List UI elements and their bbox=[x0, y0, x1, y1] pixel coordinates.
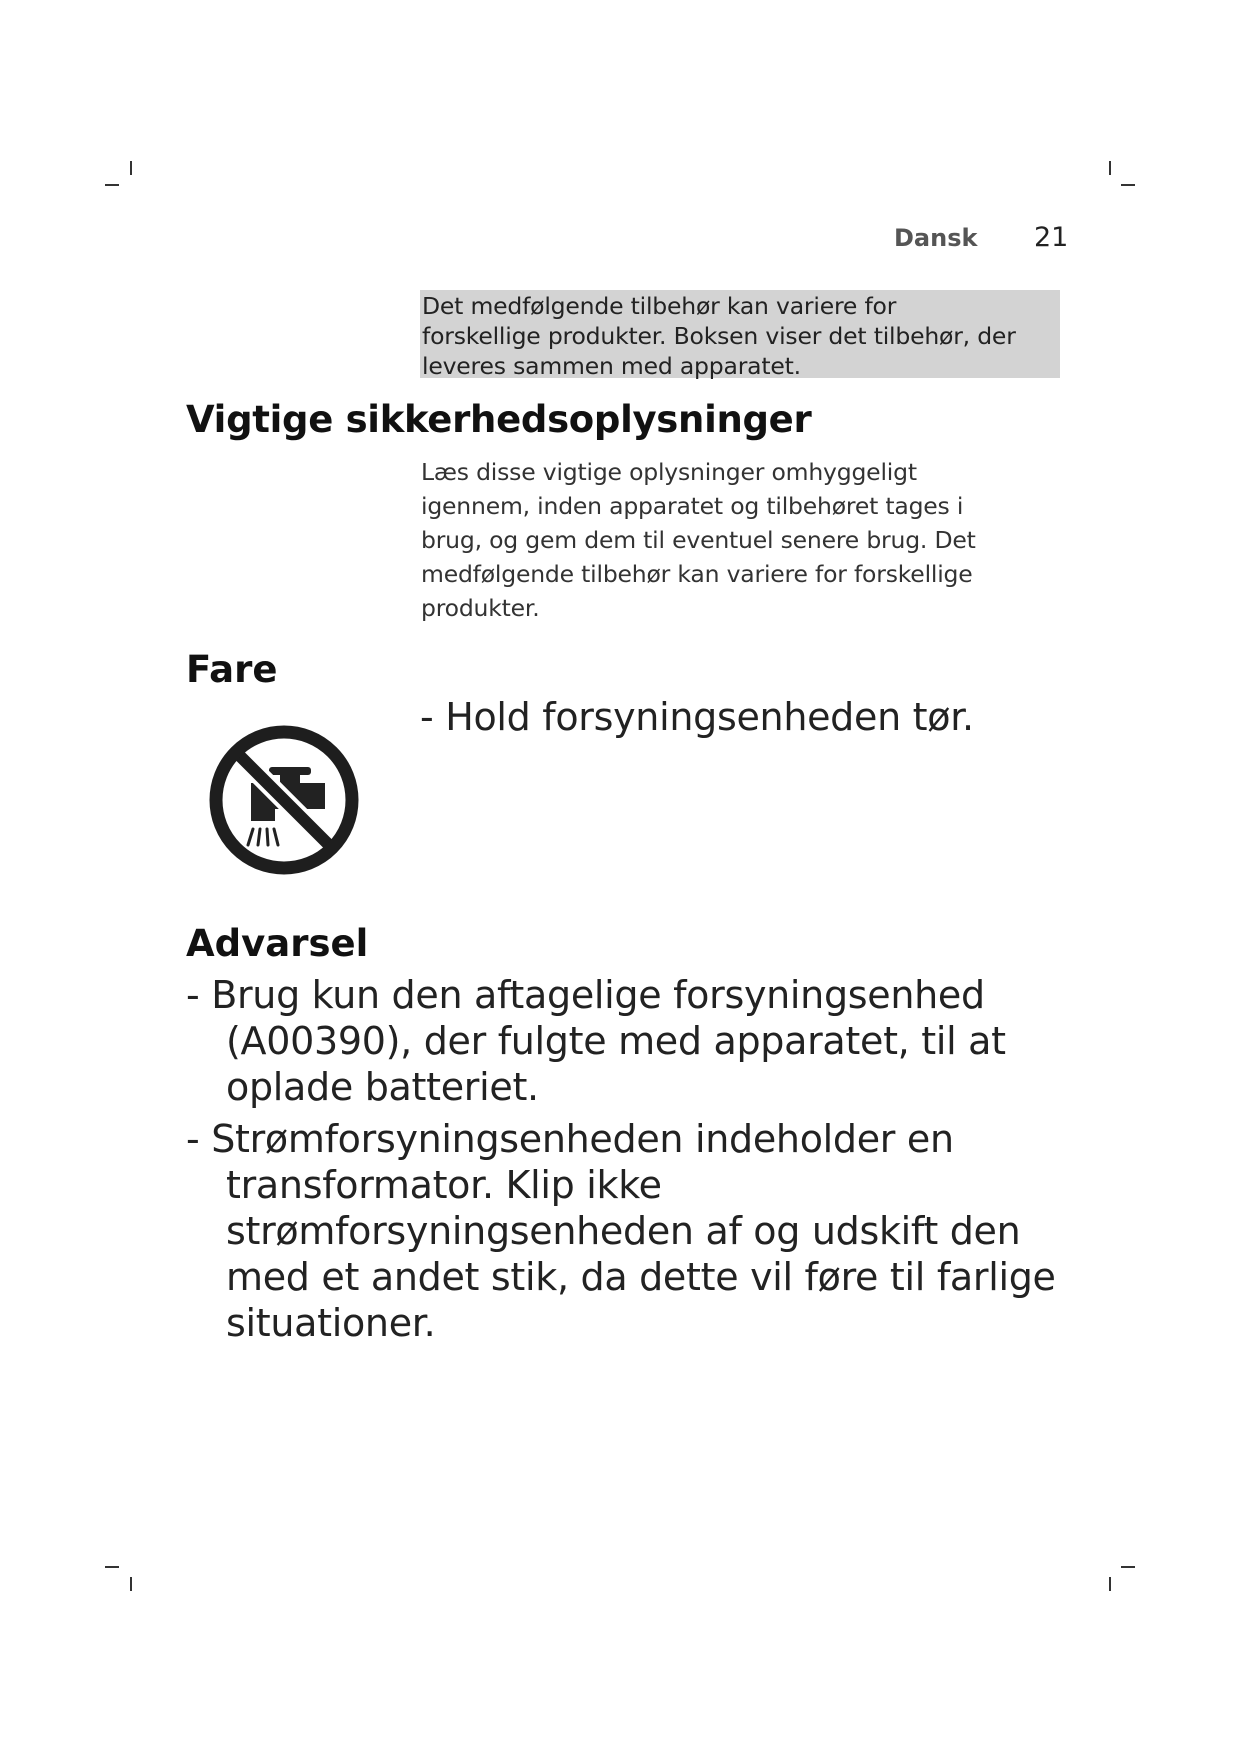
page-number: 21 bbox=[1034, 222, 1069, 253]
warning-item bbox=[186, 1116, 1086, 1346]
warning-item-line: strømforsyningsenheden af og udskift den bbox=[226, 1209, 1021, 1253]
note-line: forskellige produkter. Boksen viser det tilbehør, der bbox=[422, 322, 1016, 350]
intro-line: igennem, inden apparatet og tilbehøret tages i bbox=[421, 492, 964, 520]
warning-item-line: situationer. bbox=[226, 1301, 436, 1345]
warning-list bbox=[186, 972, 1086, 1352]
crop-mark-bottom-right-v bbox=[1109, 1577, 1111, 1591]
accessory-note-box bbox=[420, 290, 1060, 378]
crop-mark-top-left-h bbox=[105, 184, 119, 186]
warning-heading: Advarsel bbox=[186, 922, 369, 965]
intro-line: medfølgende tilbehør kan variere for forskellige bbox=[421, 560, 973, 588]
intro-line: produkter. bbox=[421, 594, 540, 622]
note-line: Det medfølgende tilbehør kan variere for bbox=[422, 292, 897, 320]
warning-item-first-line: - Brug kun den aftagelige forsyningsenhed bbox=[186, 973, 985, 1017]
warning-item-line: transformator. Klip ikke bbox=[226, 1163, 662, 1207]
note-line: leveres sammen med apparatet. bbox=[422, 352, 801, 380]
safety-heading: Vigtige sikkerhedsoplysninger bbox=[186, 398, 812, 441]
danger-heading: Fare bbox=[186, 648, 278, 691]
intro-line: Læs disse vigtige oplysninger omhyggeligt bbox=[421, 458, 917, 486]
warning-item-line: oplade batteriet. bbox=[226, 1065, 539, 1109]
header-language: Dansk bbox=[894, 224, 978, 252]
crop-mark-bottom-right-h bbox=[1121, 1566, 1135, 1568]
crop-mark-bottom-left-h bbox=[105, 1566, 119, 1568]
warning-item-line: med et andet stik, da dette vil føre til farlige bbox=[226, 1255, 1056, 1299]
warning-item-first-line: - Strømforsyningsenheden indeholder en bbox=[186, 1117, 954, 1161]
crop-mark-top-right-v bbox=[1109, 161, 1111, 175]
warning-item-line: (A00390), der fulgte med apparatet, til at bbox=[226, 1019, 1006, 1063]
danger-item: - Hold forsyningsenheden tør. bbox=[420, 695, 974, 739]
warning-item bbox=[186, 972, 1086, 1110]
intro-line: brug, og gem dem til eventuel senere brug. Det bbox=[421, 526, 976, 554]
safety-intro bbox=[421, 455, 1021, 625]
crop-mark-bottom-left-v bbox=[130, 1577, 132, 1591]
crop-mark-top-right-h bbox=[1121, 184, 1135, 186]
no-water-tap-icon bbox=[207, 723, 361, 877]
crop-mark-top-left-v bbox=[130, 161, 132, 175]
